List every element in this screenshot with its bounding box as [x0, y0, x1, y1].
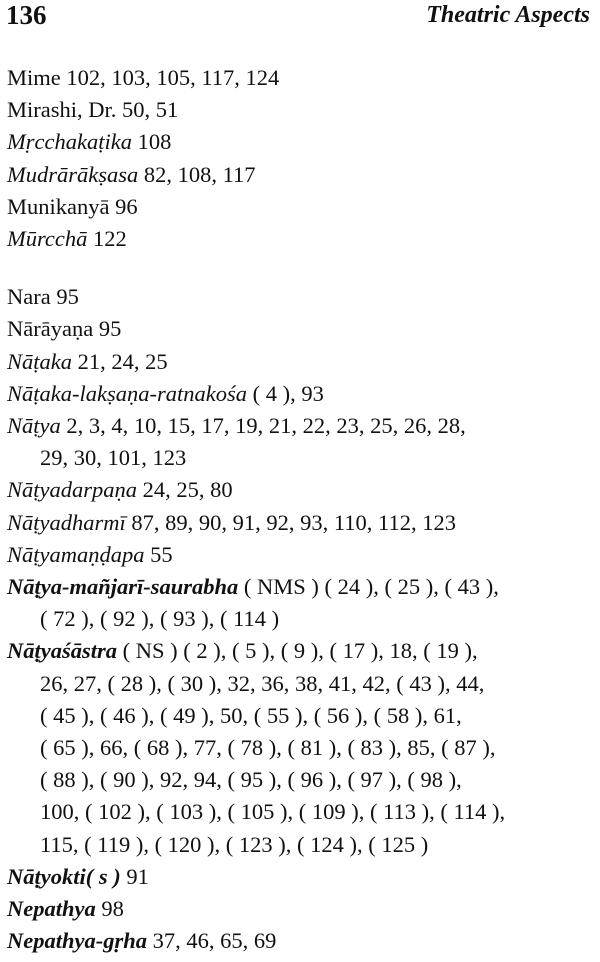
entry-refs: 37, 46, 65, 69	[147, 928, 277, 954]
entry-term: Nara	[7, 284, 51, 310]
index-entry	[7, 159, 592, 191]
entry-refs: 98	[95, 896, 124, 922]
entry-continuation: 115, ( 119 ), ( 120 ), ( 123 ), ( 124 ), ( 125 )	[40, 831, 429, 857]
index-entry	[7, 191, 592, 223]
entry-continuation: ( 65 ), 66, ( 68 ), 77, ( 78 ), ( 81 ), ( 83 ), 85, ( 87 ),	[40, 735, 496, 761]
index-entry	[7, 410, 592, 442]
entry-refs: 55	[144, 541, 173, 567]
entry-term: Mūrcchā	[7, 226, 88, 252]
entry-term: Mṛcchakaṭika	[7, 129, 132, 155]
index-entry	[7, 281, 592, 313]
entry-refs: 82, 108, 117	[138, 161, 256, 187]
entry-continuation: ( 45 ), ( 46 ), ( 49 ), 50, ( 55 ), ( 56 ), ( 58 ), 61,	[40, 702, 462, 728]
entry-refs: ( NS ) ( 2 ), ( 5 ), ( 9 ), ( 17 ), 18, ( 19 ),	[117, 638, 478, 664]
index-entry	[7, 507, 592, 539]
section-gap	[7, 255, 592, 281]
entry-term: Nepathya-gṛha	[7, 928, 147, 954]
entry-refs: 122	[87, 226, 127, 252]
running-title: Theatric Aspects	[426, 2, 590, 28]
entry-refs: 50, 51	[116, 97, 179, 123]
index-entry	[7, 378, 592, 410]
index-entries	[7, 62, 592, 957]
entry-refs: 91	[120, 863, 149, 889]
entry-term: Nāṭaka	[7, 348, 72, 374]
entry-term: Nāṭyaśāstra	[7, 638, 118, 664]
entry-term: Nepathya	[7, 896, 96, 922]
page-number: 136	[6, 0, 47, 30]
entry-term: Nāṭaka-lakṣaṇa-ratnakośa	[7, 380, 247, 406]
entry-term: Nāṭyadarpaṇa	[7, 477, 138, 503]
entry-refs: 96	[109, 193, 138, 219]
entry-refs: 2, 3, 4, 10, 15, 17, 19, 21, 22, 23, 25, 26, 28,	[60, 413, 466, 439]
entry-refs: 108	[131, 129, 172, 155]
entry-refs: 24, 25, 80	[137, 477, 233, 503]
index-entry	[7, 313, 592, 345]
entry-term: Nāṭyokti( s )	[7, 863, 121, 889]
index-entry	[7, 223, 592, 255]
entry-term: Nāṭya-mañjarī-saurabha	[7, 574, 239, 600]
entry-refs: ( NMS ) ( 24 ), ( 25 ), ( 43 ),	[238, 574, 499, 600]
index-entry	[7, 474, 592, 506]
entry-continuation: ( 72 ), ( 92 ), ( 93 ), ( 114 )	[40, 606, 280, 632]
entry-term: Nāṭya	[7, 413, 61, 439]
entry-term: Munikanyā	[7, 193, 110, 219]
entry-refs: 95	[50, 284, 79, 310]
entry-refs: 87, 89, 90, 91, 92, 93, 110, 112, 123	[125, 509, 456, 535]
entry-term: Mudrārākṣasa	[7, 161, 139, 187]
index-entry	[7, 571, 592, 603]
index-entry	[7, 925, 592, 957]
entry-continuation: 29, 30, 101, 123	[40, 445, 187, 471]
entry-term: Mime	[7, 65, 61, 90]
entry-refs: 95	[93, 316, 122, 342]
entry-continuation: 100, ( 102 ), ( 103 ), ( 105 ), ( 109 ), ( 113 ), ( 114 ),	[40, 799, 506, 825]
index-entry	[7, 635, 592, 667]
index-entry	[7, 94, 592, 126]
index-entry	[7, 893, 592, 925]
entry-term: Nārāyaṇa	[7, 316, 94, 342]
entry-term: Nāṭyadharmī	[7, 509, 126, 535]
entry-refs: 102, 103, 105, 117, 124	[60, 65, 280, 90]
entry-term: Nāṭyamaṇḍapa	[7, 541, 145, 567]
index-entry	[7, 62, 592, 94]
entry-refs: 21, 24, 25	[72, 348, 168, 374]
entry-continuation: ( 88 ), ( 90 ), 92, 94, ( 95 ), ( 96 ), ( 97 ), ( 98 ),	[40, 767, 462, 793]
entry-refs: ( 4 ), 93	[246, 380, 324, 406]
index-entry	[7, 346, 592, 378]
index-entry	[7, 861, 592, 893]
index-entry	[7, 126, 592, 158]
entry-continuation: 26, 27, ( 28 ), ( 30 ), 32, 36, 38, 41, 42, ( 43 ), 44,	[40, 670, 485, 696]
index-entry	[7, 539, 592, 571]
entry-term: Mirashi, Dr.	[7, 97, 117, 123]
